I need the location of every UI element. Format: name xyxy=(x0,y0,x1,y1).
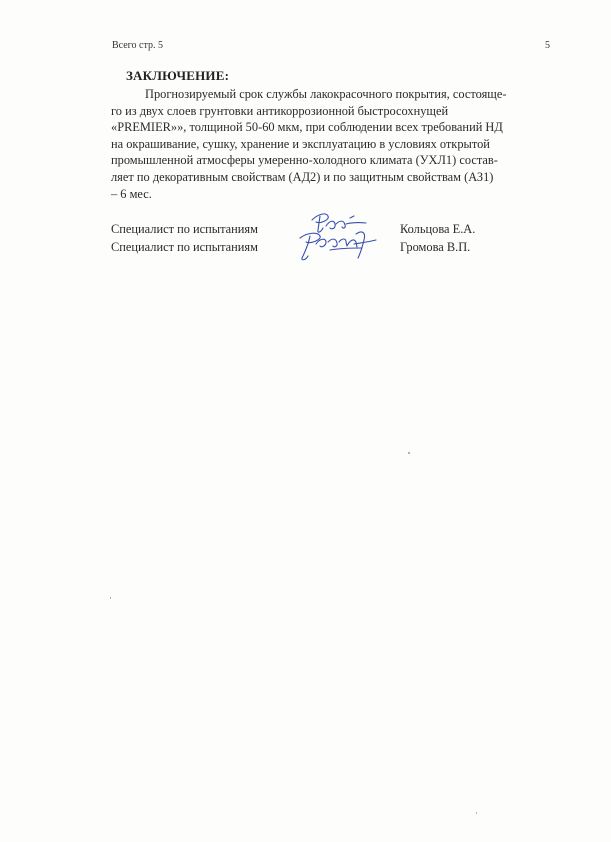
conclusion-paragraph xyxy=(111,86,563,202)
conclusion-heading: ЗАКЛЮЧЕНИЕ: xyxy=(126,68,230,83)
paragraph-line: ляет по декоративным свойствам (АД2) и по защитным свойствам (АЗ1) xyxy=(111,169,494,184)
paper-speck xyxy=(110,597,111,599)
paper-speck xyxy=(408,452,410,454)
paragraph-line: промышленной атмосферы умеренно-холодного климата (УХЛ1) состав- xyxy=(111,153,498,168)
paragraph-line: – 6 мес. xyxy=(111,186,152,201)
paper-speck xyxy=(476,812,477,814)
paragraph-line: на окрашивание, сушку, хранение и эксплуатацию в условиях открытой xyxy=(111,136,490,151)
signatory-name: Кольцова Е.А. xyxy=(400,222,476,236)
total-pages-label: Всего стр. 5 xyxy=(112,40,163,51)
paragraph-line: «PREMIER»», толщиной 50-60 мкм, при соблюдении всех требований НД xyxy=(111,120,503,135)
handwritten-signatures xyxy=(290,208,390,268)
signatory-role: Специалист по испытаниям xyxy=(111,222,258,236)
page-number: 5 xyxy=(545,40,550,51)
signatory-role: Специалист по испытаниям xyxy=(111,240,258,254)
signatory-name: Громова В.П. xyxy=(400,240,471,254)
paragraph-line: го из двух слоев грунтовки антикоррозионной быстросохнущей xyxy=(111,103,449,118)
paragraph-line: Прогнозируемый срок службы лакокрасочного покрытия, состояще- xyxy=(145,87,507,101)
